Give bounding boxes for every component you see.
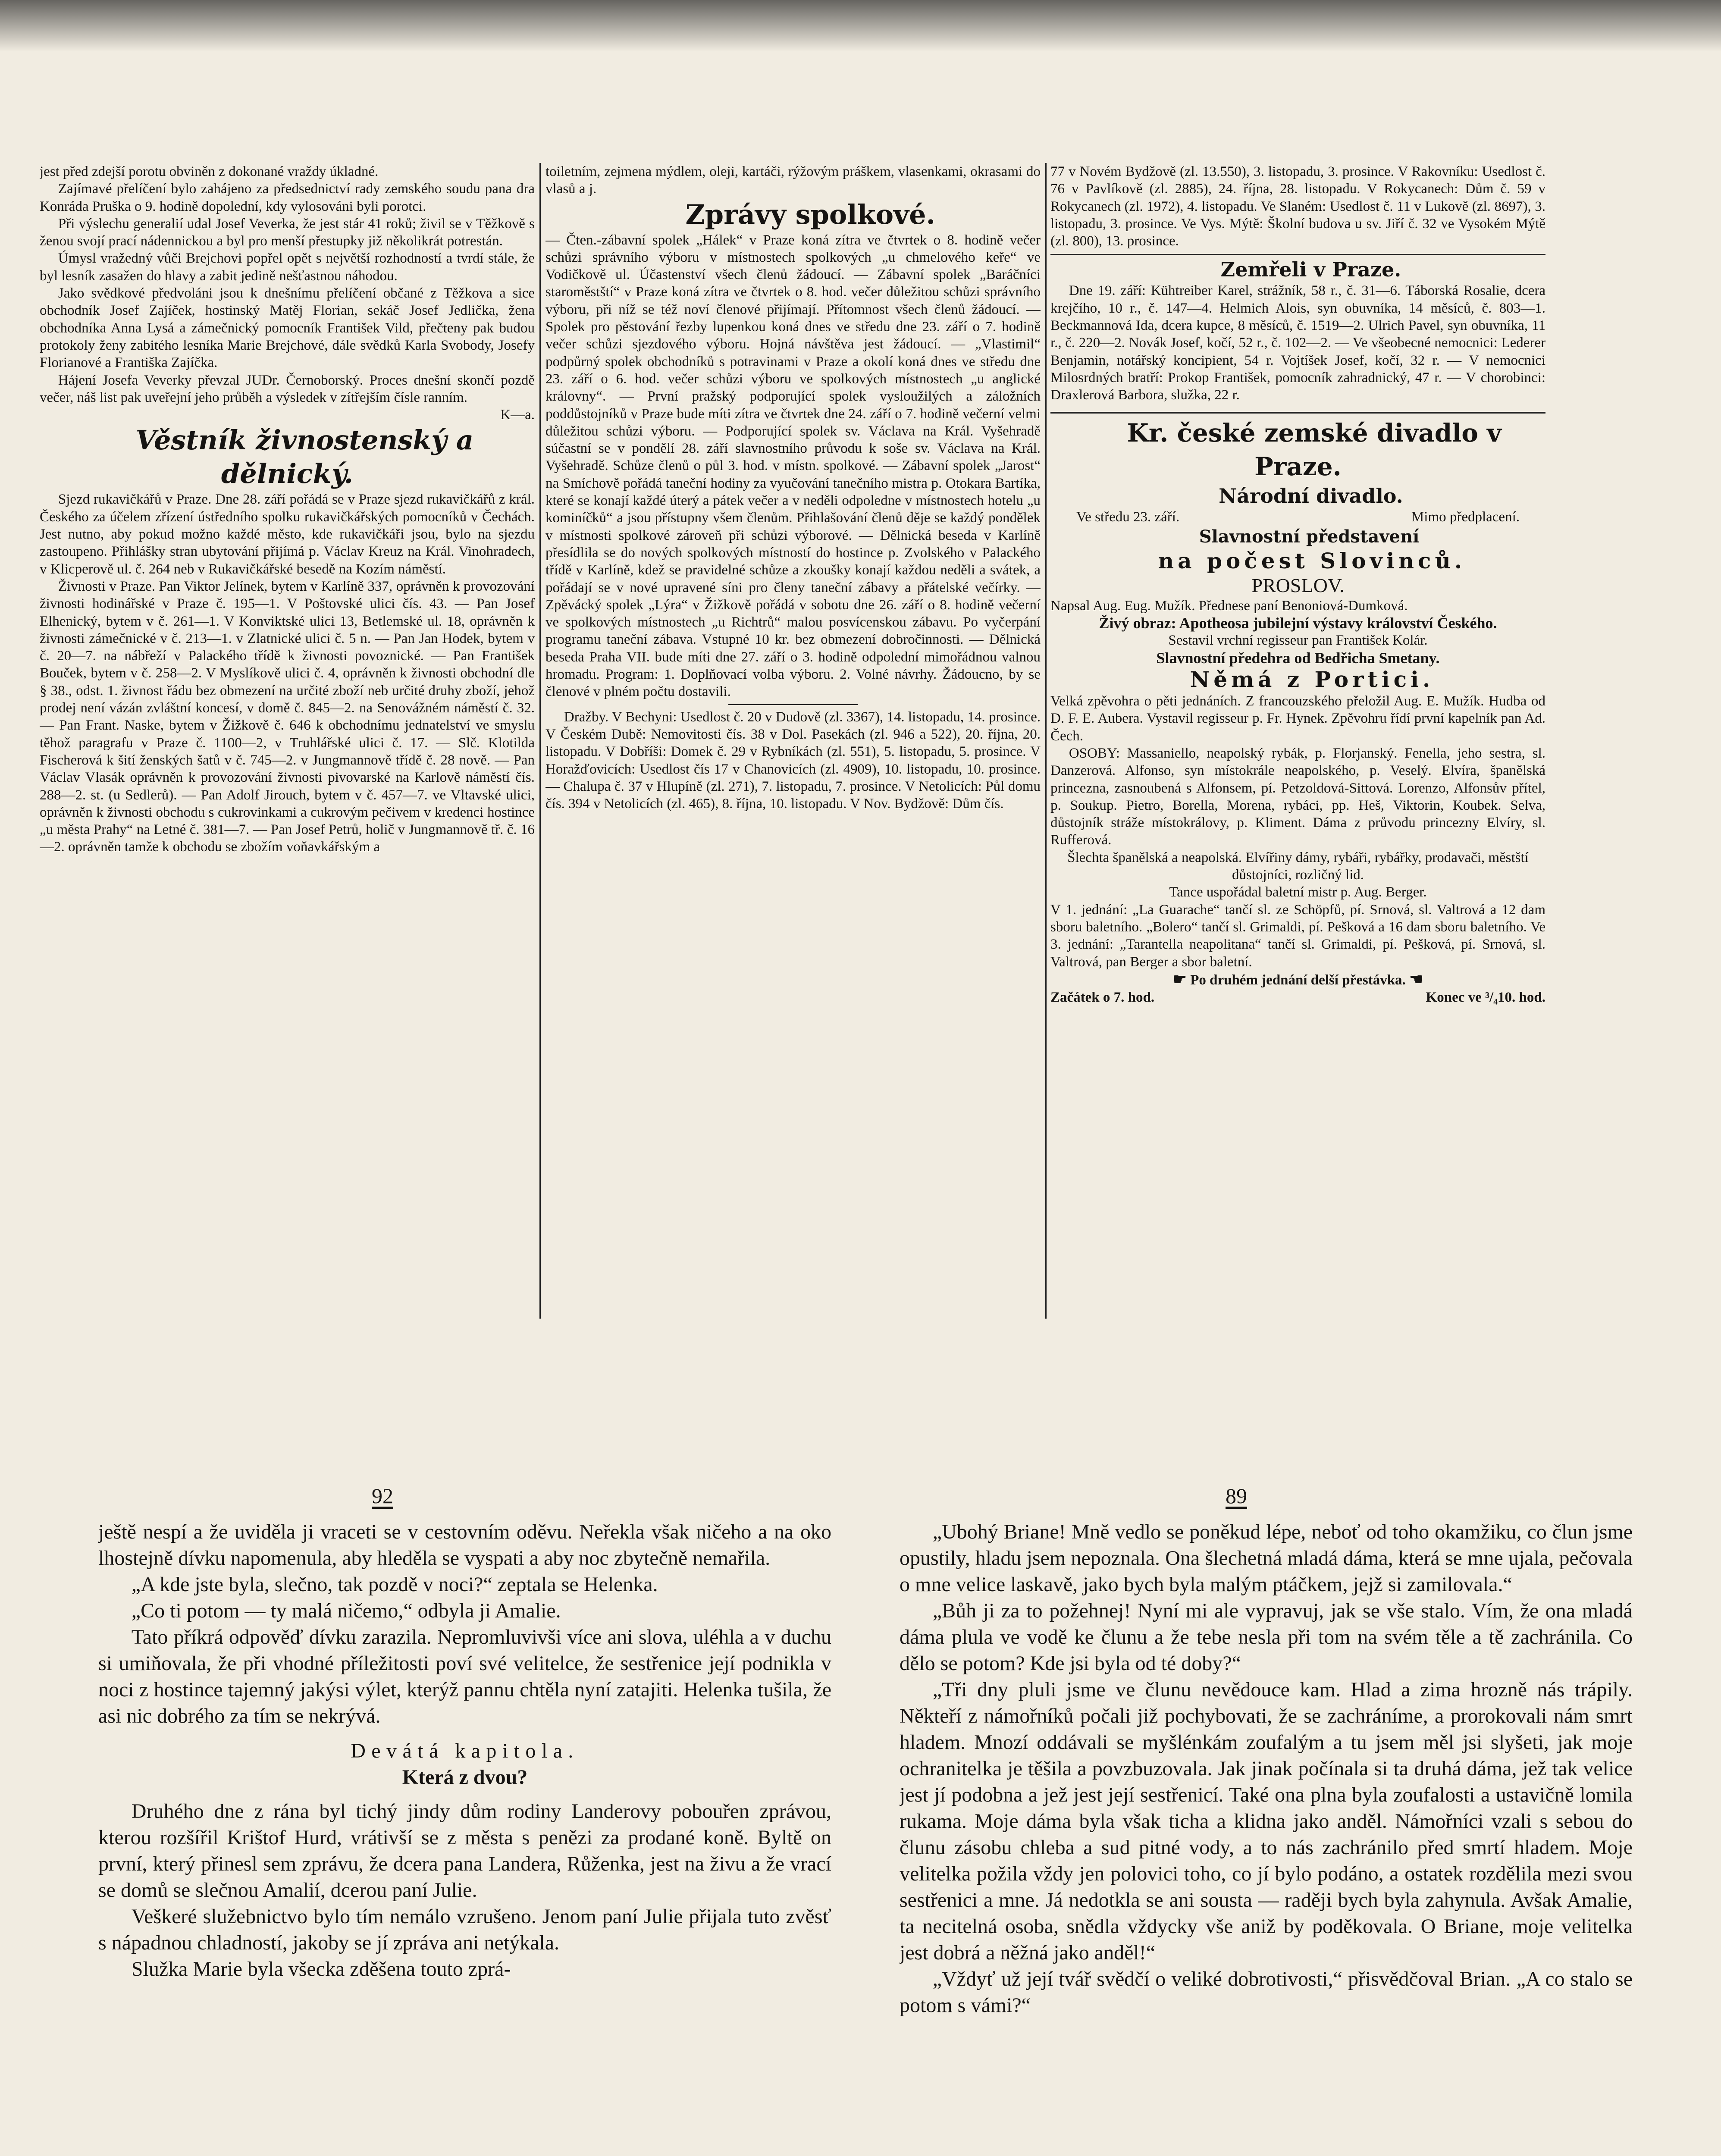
auctions-rule bbox=[728, 704, 858, 705]
auctions-text: Dražby. V Bechyni: Usedlost č. 20 v Dudově (zl. 3367), 14. listopadu, 14. prosince. V Českém Dubě: Nemovitosti čís. 38 v Dol. Pasekách (zl. 946 a 522), 20. října, 20. listopadu. V Dobříši: Domek č. 29 v Rybníkách (zl. 551), 5. listopadu, 5. prosince. V Horažďovicích: Usedlost čís 17 v Chanovicích (zl. 4909), 10. listopadu, 10. prosince. — Chalupa č. 37 v Hlupíně (zl. 271), 7. listopadu, 7. prosince. V Netolicích: Půl domu čís. 394 v Netolicích (zl. 465), 8. října, 10. listopadu. V Nov. Bydžově: Dům čís. bbox=[545, 709, 1041, 812]
story-right-column bbox=[900, 1519, 1633, 2156]
story-left-p5: Druhého dne z rána byl tichý jindy dům rodiny Landerovy pobouřen zprávou, kterou rozšířil Krištof Hurd, vrátivší se z města s penězi za prodané koně. Byltě on první, který přinesl sem zprávu, že dcera pana Landera, Růženka, jest na živu a že vrací se domů se slečnou Amalií, dcerou paní Julie. bbox=[98, 1800, 831, 1902]
trial-text-5: Jako svědkové předvoláni jsou k dnešnímu přelíčení občané z Těžkova a sice obchodník Josef Zajíček, hostinský Matěj Florian, sekáč Josef Jedlička, žena obchodníka Anna Lysá a zámečnický pomocník František Vild, přečteny pak budou protokoly ženy zabitého lesníka Marie Brejchové, dále svědků Karla Svobody, Josefy Florianové a Františka Zajíčka. bbox=[40, 285, 535, 371]
trial-text-6: Hájení Josefa Veverky převzal JUDr. Černoborský. Proces dnešní skončí pozdě večer, náš list pak uveřejní jeho průběh a výsledek v zítřejším čísle ranním. bbox=[40, 372, 535, 405]
trial-text-3: Při výslechu generalií udal Josef Veverka, že jest stár 41 roků; živil se v Těžkově s ženou svojí prací nádennickou a byl pro menší přestupky již několikrát potrestán. bbox=[40, 216, 535, 249]
dances-list: V 1. jednání: „La Guarache“ tančí sl. ze Schöpfů, pí. Srnová, sl. Valtrová a 12 dam sboru baletního. „Bolero“ tančí sl. Grimaldi, pí. Pešková a 16 dam sboru baletního. Ve 3. jednání: „Tarantella neapolitana“ tančí sl. Grimaldi, pí. Pešková, pí. Srnová, sl. Valtrová, pan Berger a sbor baletní. bbox=[1050, 902, 1545, 970]
scan-top-edge bbox=[0, 0, 1721, 52]
trial-text-2: Zajímavé přelíčení bylo zahájeno za předsednictví rady zemského soudu pana dra Konráda Pruška o 9. hodině dopolední, kdy vylosováni byli porotci. bbox=[40, 181, 535, 214]
trades-in-prague: Živnosti v Praze. Pan Viktor Jelínek, bytem v Karlíně 337, oprávněn k provozování živnosti hodinářské v Praze č. 195—1. V Poštovské ulici čís. 43. — Pan Josef Elhenický, bytem v č. 261—1. V Konviktské ulici 13, Betlemské ul. 18, oprávněn k živnosti zámečnické v č. 213—1. v Zlatnické ulici č. 5 n. — Pan Jan Hodek, bytem v č. 20—7. na nábřeží v Palackého třídě k živnosti povoznické. — Pan František Bouček, bytem v č. 258—2. V Myslíkově ulici č. 4, oprávněn k živnosti obchodní dle § 38., odst. 1. živnost řádu bez obmezení na určité zboží neb určité druhy zboží, jehož prodej není vázán zvláštní koncesí, v domě č. 845—2. na Senovážném náměstí č. 32. — Pan Frant. Naske, bytem v Žižkově č. 646 k obchodnímu jednatelství ve smyslu těhož paragrafu v Praze č. 1100—2, v Truhlářské ulici č. 17. — Slč. Klotilda Fischerová k šití ženských šatů v č. 745—2. v Jungmannově třídě č. 28 nově. — Pan Václav Vlasák oprávněn k provozování živnosti pivovarské na Karlově náměstí čís. 288—2. st. (u Sedlerů). — Pan Adolf Jirouch, bytem v č. 457—7. ve Vltavské ulici, oprávněn k živnosti obchodu s cukrovinkami a cukrovým pečivem v kredenci hostince „u města Prahy“ na Letné č. 381—7. — Pan Josef Petrů, holič v Jungmannově tř. č. 16—2. oprávněn tamže k obchodu se zbožím voňavkářským a bbox=[40, 578, 535, 855]
opera-description: Velká zpěvohra o pěti jednáních. Z francouzského přeložil Aug. E. Mužík. Hudba od D. F. E. Aubera. Vystavil regisseur p. Fr. Hynek. Zpěvohru řídí první kapelník pan Ad. Čech. bbox=[1050, 693, 1545, 744]
chapter-title: Která z dvou? bbox=[402, 1766, 528, 1789]
column-divider-2 bbox=[1045, 163, 1047, 1319]
deaths-list: Dne 19. září: Kühtreiber Karel, strážník, 58 r., č. 31—6. Táborská Rosalie, dcera krejčího, 10 r., č. 147—4. Helmich Alois, syn obuvníka, 14 měsíců, č. 803—1. Beckmannová Ida, dcera kupce, 8 měsíců, č. 1519—2. Ulrich Pavel, syn obuvníka, 11 r., č. 220—2. Novák Josef, kočí, 52 r., č. 102—2. — Ve všeobecné nemocnici: Lederer Benjamin, notářský koncipient, 54 r. Vojtíšek Josef, kočí, 32 r. — V nemocnici Milosrdných bratří: Prokop František, pomocník zahradnický, 47 r. — V chorobinci: Draxlerová Barbora, služka, 22 r. bbox=[1050, 283, 1545, 403]
ballet-credit: Tance uspořádal baletní mistr p. Aug. Berger. bbox=[1169, 884, 1427, 900]
festive-overture: Slavnostní předehra od Bedřicha Smetany. bbox=[1156, 649, 1440, 667]
auctions-continuation: 77 v Novém Bydžově (zl. 13.550), 3. listopadu, 3. prosince. V Rakovníku: Usedlost č. 76 v Pavlíkově (zl. 2885), 24. října, 28. listopadu. V Rokycanech: Dům č. 59 v Rokycanech (zl. 1972), 4. listopadu. Ve Slaném: Usedlost č. 11 v Lukově (zl. 8697), 3. listopadu, 3. prosince. Ve Vys. Mýtě: Školní budova u sv. Jiří č. 32 ve Vysokém Mýtě (zl. 800), 13. prosince. bbox=[1050, 164, 1545, 249]
story-left-p4: Tato příkrá odpověď dívku zarazila. Nepromluvivši více ani slova, uléhla a v duchu si umiňovala, že při vhodné příležitosti poví své velitelce, že sestřenice její podnikla v noci z hostince tajemný jakýsi výlet, kterýž pannu chtěla nyní zatajiti. Helenka tušila, že asi nic dobrého za tím se nekrývá. bbox=[98, 1626, 831, 1727]
trial-text-4: Úmysl vražedný vůči Brejchovi popřel opět s největší rozhodností a tvrdí stále, že byl lesník zasažen do hlavy a zabit jedině nešťastnou náhodou. bbox=[40, 251, 535, 284]
prologue-title: PROSLOV. bbox=[1251, 574, 1345, 596]
opera-ensemble: Šlechta španělská a neapolská. Elvířiny dámy, rybáři, rybářky, prodavači, městští důstojníci, rozličný lid. bbox=[1067, 849, 1529, 883]
times-row bbox=[1050, 989, 1545, 1006]
opera-cast: OSOBY: Massaniello, neapolský rybák, p. Florjanský. Fenella, jeho sestra, sl. Danzerová. Alfonso, syn místokrále neapolského, p. Veselý. Elvíra, španělská princezna, zasnoubená s Alfonsem, pí. Petzoldová-Sittová. Lorenzo, Alfonsův přítel, p. Soukup. Pietro, Borella, Morena, rybáci, pp. Heš, Viktorin, Koubek. Selva, důstojník stráže místokrálovy, p. Kliment. Dáma z průvodu princezny Elvíry, sl. Rufferová. bbox=[1050, 745, 1545, 848]
deaths-heading: Zemřeli v Praze. bbox=[1220, 258, 1401, 282]
glovers-congress: Sjezd rukavičkářů v Praze. Dne 28. září pořádá se v Praze sjezd rukavičkářů z král. Českého za účelem zřízení ústředního spolku rukavičkářských pomocníků v Čechách. Jest nutno, aby pokud možno každé město, kde rukavičkáři jsou, bylo na sjezdu zastoupeno. Přihlášky stran ubytování přijímá p. Václav Kreuz na Král. Vinohradech, v Klicperově ul. č. 264 neb v Rukavičkářské besedě na Kozím náměstí. bbox=[40, 492, 535, 577]
start-time: Začátek o 7. hod. bbox=[1050, 990, 1155, 1006]
story-right-p4: „Vždyť už její tvář svědčí o veliké dobrotivosti,“ přisvědčoval Brian. „A co stalo se potom s vámi?“ bbox=[900, 1968, 1633, 2017]
trial-signature: K—a. bbox=[500, 407, 535, 423]
column-3 bbox=[1050, 163, 1545, 1327]
story-left-p7: Služka Marie byla všecka zděšena touto zprá- bbox=[131, 1958, 511, 1981]
theatre-title: Kr. české zemské divadlo v Praze. bbox=[1127, 418, 1502, 481]
column-2 bbox=[545, 163, 1041, 1327]
story-left-p1: ještě nespí a že uviděla ji vraceti se v cestovním oděvu. Neřekla však ničeho a na oko lhostejně dívku napomenula, aby hleděla se vyspati a aby noc zbytečně nemařila. bbox=[98, 1520, 831, 1570]
end-time: Konec ve ³/₄10. hod. bbox=[1426, 990, 1545, 1006]
pointing-hand-left-icon: ☚ bbox=[1409, 970, 1423, 988]
story-left-p2: „A kde jste byla, slečno, tak pozdě v noci?“ zeptala se Helenka. bbox=[131, 1573, 658, 1596]
story-left-p3: „Co ti potom — ty malá ničemo,“ odbyla ji Amalie. bbox=[131, 1599, 561, 1622]
club-news-heading: Zprávy spolkové. bbox=[685, 198, 936, 230]
festive-performance: Slavnostní představení bbox=[1199, 526, 1420, 547]
in-honor-of-slovenians: na počest Slovinců. bbox=[1158, 548, 1466, 573]
club-news-text: — Čten.-zábavní spolek „Hálek“ v Praze koná zítra ve čtvrtek o 8. hodině večer schůzi správního výboru v místnostech spolkových „u chmelového keře“ ve Vodičkově ul. Účastenství všech členů žádoucí. — Zábavní spolek „Baráčníci staroměstští“ v Praze koná zítra ve čtvrtek o 8. hod. večer důležitou schůzi správního výboru, při níž se též noví členové přijímají. Přítomnost všech členů žádoucí. — Spolek pro pěstování řezby lupenkou koná dnes ve středu dne 23. září o 7. hodině večer schůzi sjezdového výboru. Hojná návštěva jest žádoucí. — „Vlastimil“ podpůrný spolek obchodníků s potravinami v Praze a okolí koná dnes ve středu dne 23. září o 6. hod. večer schůzi výboru ve spolkových místnostech „u anglické královny“. — První pražský podporující spolek vysloužilých a záložních poddůstojníků v Praze bude míti zítra ve čtvrtek dne 24. září o 7. hodině večerní velmi důležitou schůzi výboru. — Podporující spolek sv. Václava na Král. Vyšehradě súčastní se v pondělí 28. září slavnostního průvodu k soše sv. Václava na Král. Vyšehradě. Schůze členů o půl 3. hod. v místn. spolkové. — Zábavní spolek „Jarost“ na Smíchově pořádá taneční hodiny za vyučování tanečního mistra p. Otokara Bartíka, které se konají každé úterý a pátek večer a v neděli odpoledne v místnostech hotelu „u kominíčků“ a jsou přístupny všem členům. Přihlašování členů děje se každý pondělek v místnosti spolkové zároveň při schůzi výborové. — Dělnická beseda v Karlíně přesídlila se do nových spolkových místností do hostince p. Zvolského v Palackého třídě v Karlíně, kdež se pravidelné schůze a zkoušky konají každou neděli a svátek, a pořádají se v nové upravené síni pro členy taneční zábavy a přátelské večírky. — Zpěvácký spolek „Lýra“ v Žižkově pořádá v sobotu dne 26. září o 8. hodině večerní ve spolkových místnostech „u Richtrů“ malou posvícenskou zábavu. Po vyčerpání programu taneční zábava. Vstupné 10 kr. bez obmezení dobročinnosti. — Dělnická beseda Praha VII. bude míti dne 27. září o 3. hodině odpolední mimořádnou valnou hromadu. Program: 1. Doplňovací volba výboru. 2. Volné návrhy. Žádoucno, by se členové v plném počtu dostavili. bbox=[545, 232, 1041, 700]
tableau-credit: Sestavil vrchní regisseur pan František Kolár. bbox=[1168, 633, 1428, 649]
theatre-subtitle: Národní divadlo. bbox=[1219, 484, 1403, 508]
theatre-date: Ve středu 23. září. bbox=[1076, 509, 1180, 525]
theatre-rule-top bbox=[1050, 412, 1545, 414]
toiletries-continuation: toiletním, zejmena mýdlem, oleji, kartáči, rýžovým práškem, vlasenkami, okrasami do vlasů a j. bbox=[545, 164, 1041, 197]
theatre-date-row bbox=[1050, 508, 1545, 526]
column-1 bbox=[40, 163, 535, 1327]
page-number-left: 92 bbox=[372, 1484, 393, 1508]
column-divider-1 bbox=[539, 163, 541, 1319]
theatre-subscription-note: Mimo předplacení. bbox=[1411, 509, 1520, 525]
opera-title: Němá z Portici. bbox=[1190, 667, 1434, 693]
prologue-credit: Napsal Aug. Eug. Mužík. Přednese paní Benoniová-Dumková. bbox=[1050, 598, 1408, 614]
story-right-p3: „Tři dny pluli jsme ve člunu nevědouce kam. Hlad a zima hrozně nás trápily. Někteří z námořníků počali již pochybovati, že se zachráníme, a prorokovali nám smrt hladem. Mnozí oddávali se myšlénkám zoufalým a tu jsem měl jsi slyšeti, jak moje ochranitelka je těšila a povzbuzovala. Jak jinak počínala si ta druhá dáma, jež tak velice jest jí podobna a jež jest její sestřenicí. Také ona plna byla zoufalosti a ustavičně lomila rukama. Moje dáma byla však ticha a klidna jako anděl. Námořníci vzali s sebou do člunu zásobu chleba a sud pitné vody, a to nás zachránilo před smrtí hladem. Moje velitelka požila vždy jen polovici toho, co jí bylo podáno, a ostatek rozdělila mezi svou sestřenici a mne. Já nedotkla se ani sousta — raději bych byla zahynula. Avšak Amalie, ta necitelná osoba, snědla vždycky vše aniž by poděkovala. O Briane, moje velitelka jest dobrá a něžná jako anděl!“ bbox=[900, 1678, 1633, 1964]
chapter-heading: Devátá kapitola. bbox=[351, 1739, 579, 1762]
deaths-rule-top bbox=[1050, 254, 1545, 255]
trial-text-1: jest před zdejší porotu obviněn z dokonané vraždy úkladné. bbox=[40, 164, 379, 179]
intermission-note: ☛ Po druhém jednání delší přestávka. ☚ bbox=[1172, 970, 1423, 988]
story-left-column bbox=[98, 1519, 831, 2156]
story-right-p1: „Ubohý Briane! Mně vedlo se poněkud lépe, neboť od toho okamžiku, co člun jsme opustily, hladu jsem nepoznala. Ona šlechetná mladá dáma, která se mne ujala, pečovala o mne velice laskavě, jako bych byla malým ptáčkem, jejž si zamilovala.“ bbox=[900, 1520, 1633, 1596]
story-left-p6: Veškeré služebnictvo bylo tím nemálo vzrušeno. Jenom paní Julie přijala tuto zvěsť s nápadnou chladností, jakoby se jí zpráva ani netýkala. bbox=[98, 1905, 831, 1954]
page-number-right: 89 bbox=[1226, 1484, 1247, 1508]
pointing-hand-icon: ☛ bbox=[1172, 970, 1187, 988]
story-right-p2: „Bůh ji za to požehnej! Nyní mi ale vypravuj, jak se vše stalo. Vím, že ona mladá dáma plula ve vodě ke člunu a že tebe nesla při tom na svém těle a tě zachránila. Co dělo se potom? Kde jsi byla od té doby?“ bbox=[900, 1599, 1633, 1675]
living-tableau: Živý obraz: Apotheosa jubilejní výstavy království Českého. bbox=[1099, 614, 1497, 632]
trade-section-heading: Věstník živnostenský a dělnický. bbox=[135, 424, 474, 490]
